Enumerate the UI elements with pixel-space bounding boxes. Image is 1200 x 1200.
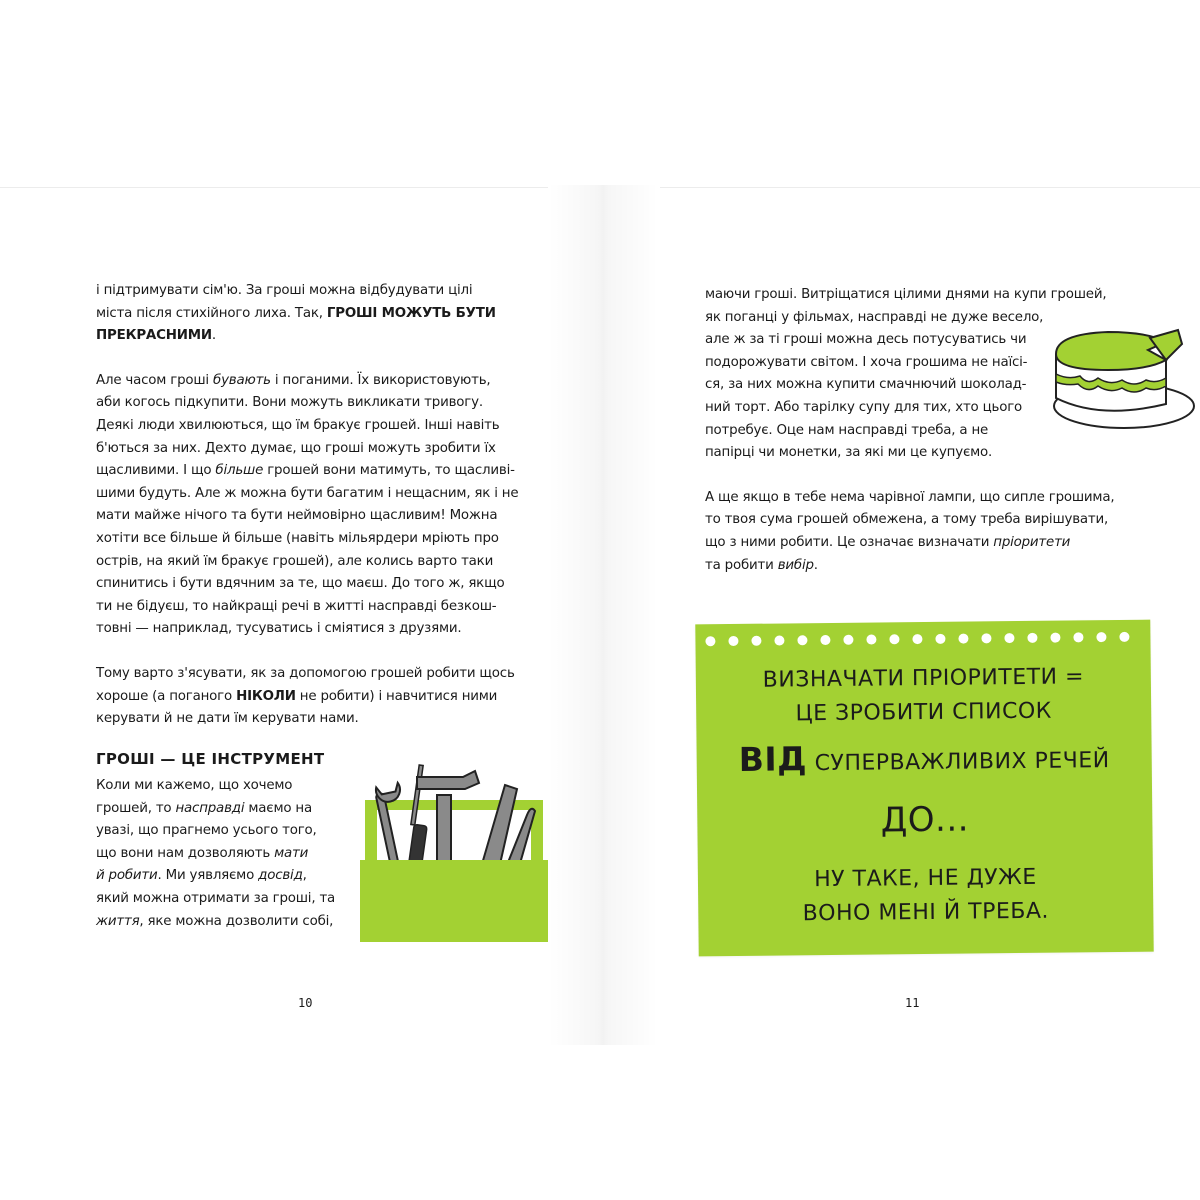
notebook-hole (705, 636, 715, 646)
notebook-hole (797, 635, 807, 645)
notebook-hole (728, 636, 738, 646)
left-paragraph-2: Але часом гроші бувають і поганими. Їх використовують, аби когось підкупити. Вони можуть викликати тривогу. Деякі люди хвилюються, що їм бракує грошей. Інші навіть б'ються за них. Дехто думає, що гроші можуть зробити їх щасливими. І що більше грошей вони матимуть, то щасливі- шими будуть. Але ж можна бути багатим і нещасним, як і не мати майже нічого та бути неймовірно щасливим! Можна хотіти все більше й більше (навіть мільярдери мріють про острів, на який їм бракує грошей), але колись варто таки спинитись і бути вдячним за те, що маєш. До того ж, якщо ти не бідуєш, то найкращі речі в житті насправді безкош- товні — наприклад, тусуватись і сміятися з друзями. (96, 372, 519, 637)
right-paragraph-2: А ще якщо в тебе нема чарівної лампи, що сипле грошима, то твоя сума грошей обмежена, а тому треба вирішувати, що з ними робити. Це означає визначати пріоритети та робити вибір. (705, 489, 1115, 573)
notebook-hole (1096, 632, 1106, 642)
left-paragraph-4: Коли ми кажемо, що хочемо грошей, то насправді маємо на увазі, що прагнемо усього того, що вони нам дозволяють мати й робити. Ми уявляємо досвід, який можна отримати за гроші, та життя, яке можна дозволити собі, (96, 778, 336, 929)
left-page-text (96, 280, 519, 753)
toolbox-handle-left (365, 800, 377, 860)
note-line-5: НУ ТАКЕ, НЕ ДУЖЕ (814, 864, 1037, 893)
left-paragraph-1: і підтримувати сім'ю. За гроші можна відбудувати цілі міста після стихійного лиха. Так, ГРОШІ МОЖУТЬ БУТИ ПРЕКРАСНИМИ. (96, 283, 496, 344)
notebook-hole (774, 635, 784, 645)
note-line-6: ВОНО МЕНІ Й ТРЕБА. (802, 898, 1050, 927)
note-line-3: ВІД СУПЕРВАЖЛИВИХ РЕЧЕЙ (738, 739, 1110, 779)
page-number-right: 11 (905, 996, 920, 1010)
section-heading: ГРОШІ — ЦЕ ІНСТРУМЕНТ (96, 750, 325, 768)
notebook-hole (843, 635, 853, 645)
page-number-left: 10 (298, 996, 313, 1010)
toolbox-illustration (355, 755, 555, 945)
notebook-hole (1004, 633, 1014, 643)
notebook-holes (705, 632, 1145, 651)
notebook-hole (820, 635, 830, 645)
note-line-2: ЦЕ ЗРОБИТИ СПИСОК (795, 698, 1052, 727)
notebook-hole (1027, 633, 1037, 643)
notebook-hole (912, 634, 922, 644)
notebook-hole (889, 634, 899, 644)
notebook-hole (1050, 633, 1060, 643)
notebook-hole (866, 634, 876, 644)
cake-illustration (1048, 320, 1198, 440)
notebook-hole (935, 634, 945, 644)
page-fold-shadow (548, 185, 658, 1045)
notebook-hole (1073, 632, 1083, 642)
right-paragraph-1: маючи гроші. Витріщатися цілими днями на купи грошей, як поганці у фільмах, насправді не дуже весело, але ж за ті гроші можна десь потусуватись чи подорожувати світом. І хоча грошима не наїсі- ся, за них можна купити смачнючий шоколад- ний торт. Або тарілку супу для тих, хто цього потребує. Оце нам насправді треба, а не папірці чи монетки, за які ми це купуємо. (705, 287, 1107, 461)
left-paragraph-3: Тому варто з'ясувати, як за допомогою грошей робити щось хороше (а поганого НІКОЛИ не робити) і навчитися ними керувати й не дати їм керувати нами. (96, 665, 515, 727)
right-page-top-edge (660, 187, 1200, 188)
note-line-4: ДО... (880, 799, 970, 841)
toolbox-body (360, 860, 548, 942)
priorities-note-card (695, 620, 1153, 957)
note-line-1: ВИЗНАЧАТИ ПРІОРИТЕТИ = (762, 664, 1085, 693)
notebook-hole (751, 636, 761, 646)
left-page-top-edge (0, 187, 548, 188)
notebook-hole (1119, 632, 1129, 642)
notebook-hole (958, 634, 968, 644)
notebook-hole (981, 633, 991, 643)
